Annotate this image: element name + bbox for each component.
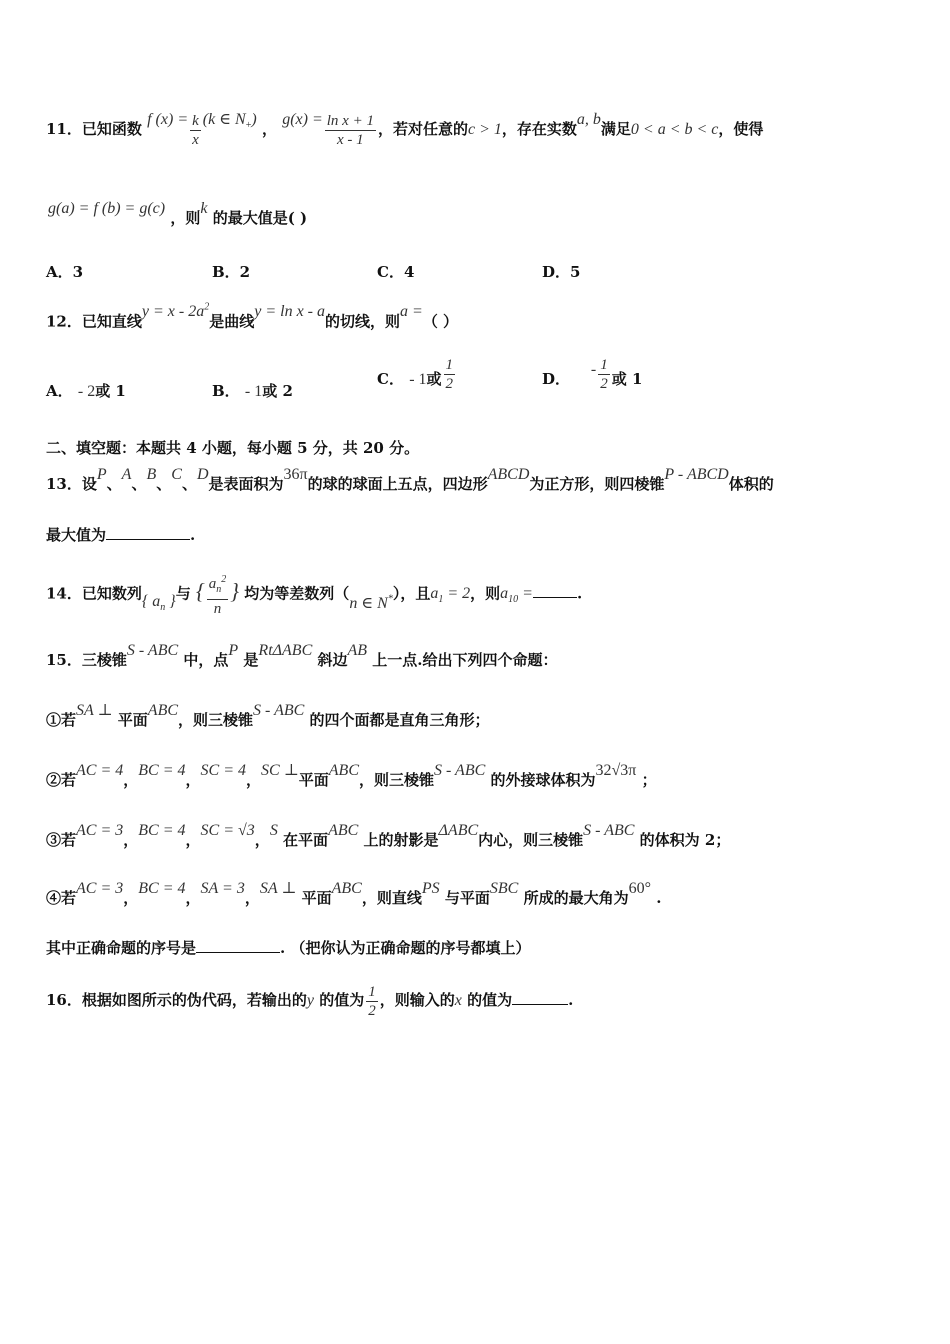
q14-a10: $a_{10}$ = — [500, 585, 533, 606]
q11-text-5: ，则 — [170, 209, 201, 227]
q14-brace-left: { — [195, 578, 205, 604]
q16-text-2: ，则输入的 — [379, 991, 455, 1009]
q15-proposition-4: ④若AC = 3，BC = 4，SA = 3，SA ⊥ 平面ABC，则直线PS 与平面SBC 所成的最大角为60° . — [46, 880, 662, 907]
q11-number: 11．已知函数 — [46, 120, 142, 138]
q11-f-expr: f (x) = — [147, 111, 189, 128]
q11-text-1: ，若对任意的 — [377, 120, 468, 138]
q13-pyramid: P - ABCD — [664, 466, 729, 483]
question-13-line-2: 最大值为 . — [46, 526, 196, 544]
q12-option-b[interactable]: B． - 1或 2 — [212, 382, 293, 400]
q14-sequence-an: { $a_n$ } — [141, 593, 176, 614]
q11-f-cond: (k ∈ N — [202, 111, 246, 128]
q15-final: 其中正确命题的序号是 . （把你认为正确命题的序号都填上） — [46, 939, 531, 957]
q16-text-3: 的值为 — [467, 991, 513, 1009]
question-15 — [46, 640, 910, 680]
q11-option-c[interactable]: C．4 — [377, 263, 415, 281]
q14-text-3: ），且 — [392, 584, 431, 603]
q14-answer-blank[interactable] — [533, 587, 577, 598]
q15-proposition-1: ①若SA ⊥ 平面ABC，则三棱锥S - ABC 的四个面都是直角三角形； — [46, 702, 490, 729]
q15-point-p: P — [228, 642, 239, 659]
q16-number: 16．根据如图所示的伪代码，若输出的 — [46, 991, 307, 1009]
q12-option-a[interactable]: A． - 2或 1 — [46, 382, 126, 400]
q16-y: y — [306, 992, 314, 1009]
q12-text-3: （ ） — [422, 312, 459, 331]
q11-text-6: 的最大值是( ) — [212, 209, 308, 227]
q12-text-1: 是曲线 — [209, 312, 255, 331]
q11-f-cond-close: ) — [251, 111, 257, 128]
q11-ineq: 0 < a < b < c — [630, 121, 719, 138]
q13-text-2: 的球的球面上五点，四边形 — [307, 475, 488, 493]
q15-ab: AB — [347, 642, 368, 659]
q13-text-3: 为正方形，则四棱锥 — [529, 475, 665, 493]
q14-text-1: 与 — [175, 584, 191, 603]
q11-text-4: ，使得 — [718, 120, 764, 138]
q11-line2-expr: g(a) = f (b) = g(c) — [48, 200, 166, 217]
q13-answer-blank[interactable] — [106, 525, 190, 540]
q16-x: x — [454, 992, 462, 1009]
question-14: 14．已知数列{ $a_n$ }与 { $\frac{a_n^2}{n}$ } 均为等差数列（n ∈ N*），且$a_1 = 2$，则$a_{10}$ = . — [46, 562, 910, 618]
q13-number: 13．设 — [46, 475, 97, 493]
q11-sep: ， — [261, 120, 277, 138]
section-2-heading: 二、填空题：本题共 4 小题，每小题 5 分，共 20 分。 — [46, 439, 420, 457]
question-16: 16．根据如图所示的伪代码，若输出的y 的值为 $\frac{1}{2}$ ，则输入的x 的值为 . — [46, 983, 574, 1019]
q11-text-2: ，存在实数 — [501, 120, 577, 138]
q11-f-cond-sub: + — [245, 120, 252, 131]
q12-a-eq: a = — [400, 303, 423, 321]
q13-point-b: B — [146, 466, 157, 483]
q12-option-d[interactable]: D． - $\frac{1}{2}$ 或 1 — [542, 356, 643, 392]
q12-line-expr: $y = x - 2a^2$ — [141, 302, 210, 321]
q15-pyramid: S - ABC — [126, 642, 179, 659]
q11-k: k — [200, 200, 208, 217]
q11-c-cond: c > 1 — [467, 121, 502, 138]
q11-g-fraction: $\frac{\text{ln x + 1}}{x - 1}$ — [326, 112, 374, 148]
q15-number: 15．三棱锥 — [46, 651, 127, 669]
q13-area: 36π — [283, 466, 308, 483]
q12-number: 12．已知直线 — [46, 312, 142, 331]
q14-number: 14．已知数列 — [46, 584, 142, 603]
q13-text-1: 是表面积为 — [208, 475, 284, 493]
q11-f-fraction: $\frac{k}{x}$ — [192, 112, 199, 148]
q15-triangle: RtΔABC — [258, 642, 313, 659]
q15-answer-blank[interactable] — [196, 938, 280, 953]
q13-text-5: 最大值为 — [46, 526, 107, 544]
q16-fraction: $\frac{1}{2}$ — [368, 983, 376, 1019]
question-11-line-1 — [46, 104, 910, 154]
q15-proposition-3: ③若AC = 3，BC = 4，SC = √3，S 在平面ABC 上的射影是ΔABC内心，则三棱锥S - ABC 的体积为 2； — [46, 822, 731, 849]
q13-quad: ABCD — [487, 466, 530, 483]
question-12 — [46, 298, 910, 338]
q13-point-d: D — [196, 466, 209, 483]
q12-option-c[interactable]: C． - 1或 $\frac{1}{2}$ — [377, 356, 454, 392]
q13-point-p: P — [96, 466, 107, 483]
q12-text-2: 的切线，则 — [325, 312, 401, 331]
q11-text-3: 满足 — [600, 120, 631, 138]
q14-brace-right: } — [230, 578, 240, 604]
q14-a1: $a_1 = 2$ — [430, 585, 471, 606]
q11-ab: a, b — [576, 111, 601, 128]
q12-curve-expr: y = ln x - a — [254, 303, 325, 321]
question-11-line-2 — [48, 198, 910, 238]
q15-text-4: 上一点.给出下列四个命题： — [372, 651, 558, 669]
q16-text-1: 的值为 — [319, 991, 365, 1009]
q14-cond: n ∈ N* — [349, 594, 393, 613]
q11-option-a[interactable]: A．3 — [46, 263, 84, 281]
q11-g-expr: g(x) = — [282, 111, 323, 128]
q14-text-4: ，则 — [470, 584, 501, 603]
question-13-line-1: 13．设P、A、B、C、D是表面积为36π的球的球面上五点，四边形ABCD为正方形，则四棱锥P - ABCD体积的 — [46, 466, 774, 493]
q15-proposition-2: ②若AC = 4，BC = 4，SC = 4，SC ⊥平面ABC，则三棱锥S - ABC 的外接球体积为32√3π ； — [46, 762, 657, 789]
q15-text-1: 中，点 — [183, 651, 229, 669]
q13-point-a: A — [121, 466, 132, 483]
q11-option-d[interactable]: D．5 — [542, 263, 581, 281]
q16-answer-blank[interactable] — [512, 990, 568, 1005]
q15-text-2: 是 — [243, 651, 259, 669]
q14-fraction: $\frac{a_n^2}{n}$ — [207, 571, 229, 618]
q15-text-3: 斜边 — [317, 651, 348, 669]
q13-point-c: C — [171, 466, 182, 483]
q13-text-4: 体积的 — [728, 475, 774, 493]
q11-option-b[interactable]: B．2 — [212, 263, 251, 281]
q14-text-2: 均为等差数列（ — [244, 584, 350, 603]
